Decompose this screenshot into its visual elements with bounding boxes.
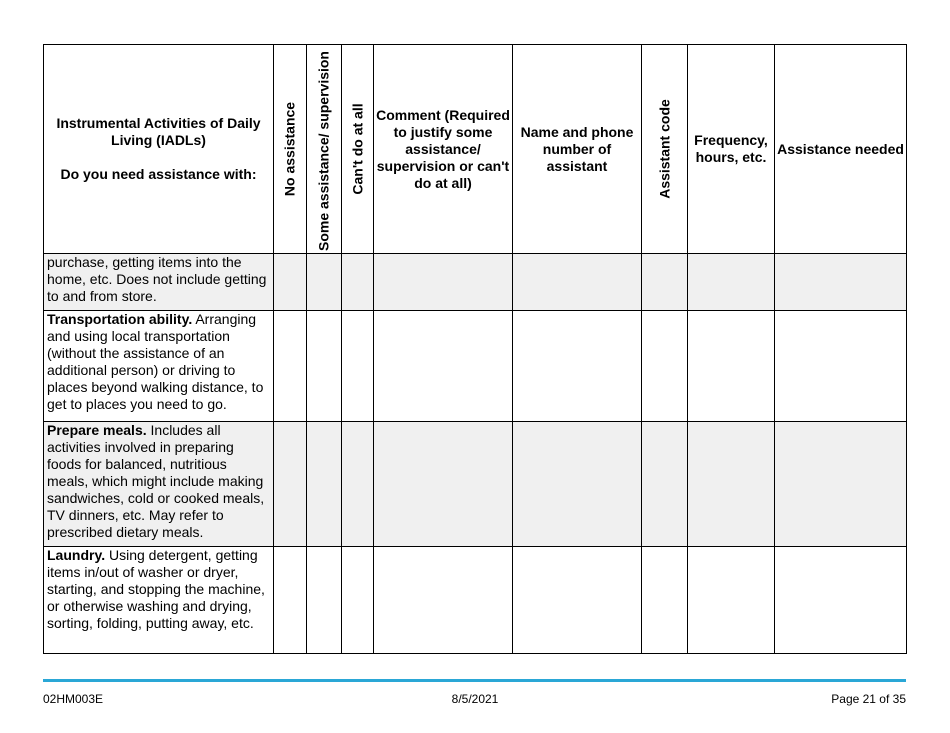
activity-text: Arranging and using local transportation (without the assistance of an additional person) or driving to places beyond walking distance, to get to places you need to go. — [47, 311, 264, 412]
header-activities — [44, 45, 274, 254]
name-phone-cell[interactable] — [513, 311, 642, 422]
assistance-needed-cell[interactable] — [775, 254, 907, 311]
cant-do-cell[interactable] — [342, 547, 374, 654]
page-number: Page 21 of 35 — [831, 692, 906, 706]
header-assistant-code — [642, 45, 688, 254]
activity-text: purchase, getting items into the home, etc. Does not include getting to and from store. — [47, 254, 267, 304]
activity-title: Prepare meals. — [47, 422, 147, 438]
header-activities-question: Do you need assistance with: — [60, 166, 257, 182]
footer-divider — [43, 679, 906, 682]
header-cant-do-label: Can't do at all — [349, 103, 365, 195]
footer-date: 8/5/2021 — [451, 692, 499, 706]
header-cant-do — [342, 45, 374, 254]
activity-description — [44, 311, 274, 422]
header-no-assistance-label: No assistance — [281, 101, 298, 197]
comment-cell[interactable] — [374, 422, 513, 547]
form-code: 02HM003E — [43, 692, 104, 706]
comment-cell[interactable] — [374, 311, 513, 422]
header-assistant-code-label: Assistant code — [656, 99, 672, 199]
header-no-assistance — [274, 45, 307, 254]
some-assistance-cell[interactable] — [307, 254, 342, 311]
header-frequency: Frequency, hours, etc. — [688, 45, 775, 254]
activity-text: Using detergent, getting items in/out of washer or dryer, starting, and stopping the machine, or otherwise washing and drying, sorting, folding, putting away, etc. — [47, 547, 265, 631]
assistant-code-cell[interactable] — [642, 311, 688, 422]
no-assistance-cell[interactable] — [274, 422, 307, 547]
name-phone-cell[interactable] — [513, 254, 642, 311]
cant-do-cell[interactable] — [342, 311, 374, 422]
assistant-code-cell[interactable] — [642, 547, 688, 654]
activity-title: Laundry. — [47, 547, 106, 563]
some-assistance-cell[interactable] — [307, 547, 342, 654]
frequency-cell[interactable] — [688, 254, 775, 311]
table-row — [44, 422, 907, 547]
header-row — [44, 45, 907, 254]
cant-do-cell[interactable] — [342, 422, 374, 547]
header-comment: Comment (Required to justify some assistance/ supervision or can't do at all) — [374, 45, 513, 254]
assistance-needed-cell[interactable] — [775, 311, 907, 422]
table-row — [44, 547, 907, 654]
cant-do-cell[interactable] — [342, 254, 374, 311]
header-name-phone: Name and phone number of assistant — [513, 45, 642, 254]
header-activities-title: Instrumental Activities of Daily Living (IADLs) — [56, 115, 261, 148]
assistance-needed-cell[interactable] — [775, 422, 907, 547]
assistant-code-cell[interactable] — [642, 422, 688, 547]
no-assistance-cell[interactable] — [274, 254, 307, 311]
frequency-cell[interactable] — [688, 547, 775, 654]
header-assistance-needed: Assistance needed — [775, 45, 907, 254]
activity-text: Includes all activities involved in preparing foods for balanced, nutritious meals, which might include making sandwiches, cold or cooked meals, TV dinners, etc. May refer to prescribed dietary meals. — [47, 422, 265, 540]
frequency-cell[interactable] — [688, 422, 775, 547]
comment-cell[interactable] — [374, 547, 513, 654]
header-some-assistance — [307, 45, 342, 254]
assistant-code-cell[interactable] — [642, 254, 688, 311]
name-phone-cell[interactable] — [513, 547, 642, 654]
activity-description — [44, 254, 274, 311]
iadl-table — [43, 44, 907, 654]
frequency-cell[interactable] — [688, 311, 775, 422]
table-row — [44, 254, 907, 311]
assistance-needed-cell[interactable] — [775, 547, 907, 654]
table-row — [44, 311, 907, 422]
some-assistance-cell[interactable] — [307, 311, 342, 422]
activity-title: Transportation ability. — [47, 311, 193, 327]
name-phone-cell[interactable] — [513, 422, 642, 547]
no-assistance-cell[interactable] — [274, 311, 307, 422]
some-assistance-cell[interactable] — [307, 422, 342, 547]
no-assistance-cell[interactable] — [274, 547, 307, 654]
activity-description — [44, 422, 274, 547]
header-some-assistance-label: Some assistance/ supervision — [315, 51, 332, 251]
activity-description — [44, 547, 274, 654]
comment-cell[interactable] — [374, 254, 513, 311]
